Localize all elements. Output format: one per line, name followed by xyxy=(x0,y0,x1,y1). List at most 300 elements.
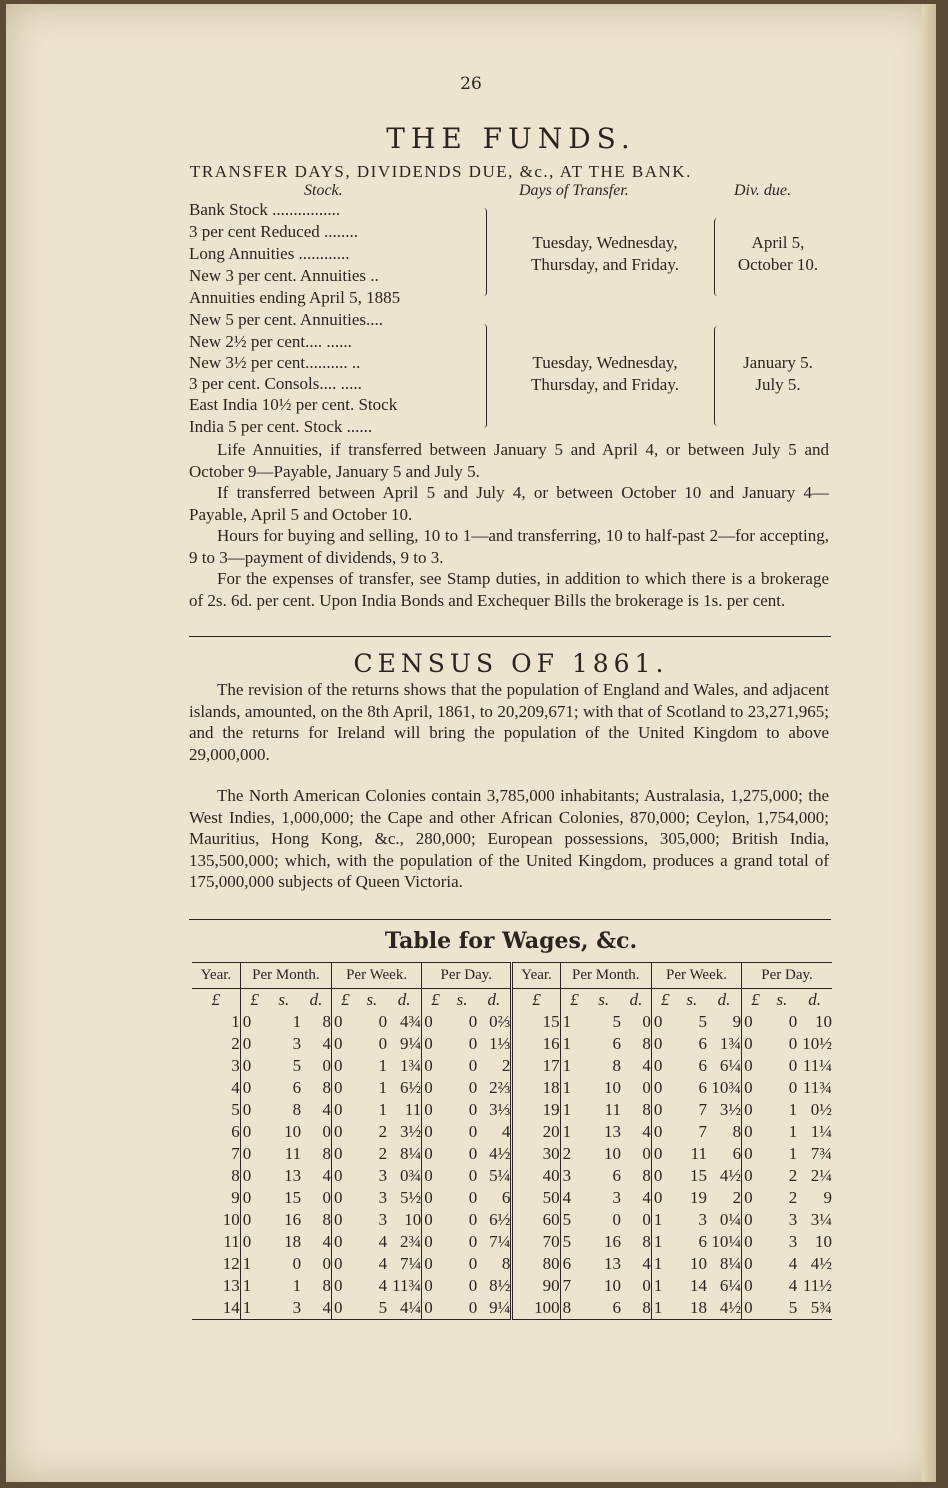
header-per-month: Per Month. xyxy=(240,963,331,989)
table-cell: 9 xyxy=(732,1012,742,1031)
table-cell: 0 xyxy=(332,1033,357,1055)
table-cell: 11 xyxy=(690,1144,707,1163)
table-cell: 0 xyxy=(742,1011,767,1033)
table-cell: 0 xyxy=(642,1144,651,1163)
table-cell: 3 xyxy=(378,1166,388,1185)
table-cell: 11¾ xyxy=(392,1276,422,1295)
table-cell: 10 xyxy=(815,1232,832,1251)
table-cell: 0 xyxy=(240,1165,266,1187)
table-cell: 16 xyxy=(284,1210,302,1229)
table-cell: 0 xyxy=(642,1012,651,1031)
table-cell: 18 xyxy=(677,1297,707,1320)
table-cell: 5 xyxy=(292,1056,302,1075)
unit-label: £ xyxy=(332,989,357,1012)
table-cell: 0¼ xyxy=(719,1210,742,1229)
table-cell: 4 xyxy=(322,1034,331,1053)
table-cell: 6 xyxy=(612,1034,621,1053)
table-cell: 3 xyxy=(266,1297,301,1320)
table-cell: 0 xyxy=(240,1121,266,1143)
table-cell: 15 xyxy=(512,1011,560,1033)
table-cell: 0 xyxy=(322,1056,331,1075)
table-cell: 0 xyxy=(651,1055,676,1077)
table-cell: 7 xyxy=(698,1100,707,1119)
table-cell: 8 xyxy=(292,1100,302,1119)
table-cell: 0 xyxy=(378,1034,388,1053)
table-cell: 0 xyxy=(742,1055,767,1077)
table-cell: 40 xyxy=(512,1165,560,1187)
brace xyxy=(714,326,721,426)
table-cell: 2 xyxy=(378,1122,388,1141)
table-cell: 6¼ xyxy=(719,1276,742,1295)
stock-item: New 3 per cent. Annuities .. xyxy=(189,266,379,285)
table-cell: 10¼ xyxy=(711,1232,742,1251)
table-cell: 0 xyxy=(651,1121,676,1143)
table-cell: 0 xyxy=(378,1012,388,1031)
table-cell: 0 xyxy=(292,1254,302,1273)
table-cell: 30 xyxy=(512,1143,560,1165)
table-cell: 0 xyxy=(651,1099,676,1121)
funds-paragraph: If transferred between April 5 and July 4, or between October 10 and January 4—Payable, April 5 and October 10. xyxy=(189,483,829,524)
table-cell: 15 xyxy=(284,1188,302,1207)
table-cell: 0 xyxy=(422,1187,447,1209)
table-cell: 0 xyxy=(422,1011,447,1033)
table-cell: 8¼ xyxy=(399,1144,422,1163)
table-cell: 4 xyxy=(642,1122,651,1141)
wages-table-title: Table for Wages, &c. xyxy=(384,928,638,954)
table-cell: 8 xyxy=(322,1144,331,1163)
table-cell: 6 xyxy=(586,1297,621,1320)
table-cell: 11 xyxy=(284,1144,302,1163)
table-cell: 11¾ xyxy=(802,1078,832,1097)
table-cell: 3½ xyxy=(719,1100,742,1119)
table-cell: 0 xyxy=(742,1121,767,1143)
unit-label: d. xyxy=(629,990,643,1009)
table-cell: 0 xyxy=(422,1231,447,1253)
table-cell: 6 xyxy=(698,1056,707,1075)
stock-item: Annuities ending April 5, 1885 xyxy=(189,288,401,307)
table-cell: 0 xyxy=(422,1253,447,1275)
table-cell: 0 xyxy=(422,1121,447,1143)
table-cell: 5 xyxy=(357,1297,387,1320)
table-cell: 7¾ xyxy=(810,1144,832,1163)
table-cell: 4¾ xyxy=(399,1012,422,1031)
table-cell: 3 xyxy=(788,1232,798,1251)
table-cell: 0 xyxy=(240,1055,266,1077)
unit-label: d. xyxy=(717,990,731,1009)
table-cell: 4 xyxy=(231,1078,240,1097)
table-cell: 1¾ xyxy=(399,1056,422,1075)
table-cell: 10¾ xyxy=(711,1078,742,1097)
table-cell: 1 xyxy=(788,1144,798,1163)
table-cell: 5 xyxy=(698,1012,707,1031)
unit-label: s. xyxy=(456,990,468,1009)
table-cell: 0 xyxy=(742,1297,767,1320)
table-cell: 0 xyxy=(240,1099,266,1121)
header-year: Year. xyxy=(512,963,560,989)
wages-table xyxy=(192,962,832,1320)
table-cell: 0 xyxy=(788,1078,798,1097)
table-cell: 0 xyxy=(468,1012,478,1031)
table-cell: 14 xyxy=(690,1276,707,1295)
table-cell: 8 xyxy=(231,1166,240,1185)
table-cell: 0 xyxy=(742,1275,767,1297)
unit-label: d. xyxy=(808,990,821,1009)
table-cell: 4 xyxy=(788,1276,798,1295)
table-cell: 0⅔ xyxy=(489,1012,511,1031)
table-cell: 3 xyxy=(231,1056,240,1075)
table-cell: 11¼ xyxy=(802,1056,832,1075)
table-cell: 14 xyxy=(192,1297,240,1320)
table-cell: 13 xyxy=(284,1166,302,1185)
table-cell: 4 xyxy=(378,1276,388,1295)
table-cell: 10 xyxy=(404,1210,422,1229)
funds-paragraph: Hours for buying and selling, 10 to 1—and transferring, 10 to half-past 2—for accepting, 9 to 3—payment of dividends, 9 to 3. xyxy=(189,526,829,567)
unit-label: s. xyxy=(776,990,788,1009)
table-cell: 0 xyxy=(468,1188,478,1207)
table-cell: 6 xyxy=(231,1122,240,1141)
table-cell: 0 xyxy=(240,1011,266,1033)
table-cell: 16 xyxy=(512,1033,560,1055)
header-per-week: Per Week. xyxy=(651,963,741,989)
table-cell: 10 xyxy=(222,1210,240,1229)
table-cell: 0 xyxy=(332,1209,357,1231)
page-edge xyxy=(922,4,936,1482)
table-cell: 0 xyxy=(468,1056,478,1075)
funds-paragraph: Life Annuities, if transferred between January 5 and April 4, or between July 5 and October 9—Payable, January 5 and July 5. xyxy=(189,440,829,481)
table-cell: 6¼ xyxy=(719,1056,742,1075)
table-cell: 1 xyxy=(560,1099,586,1121)
table-cell: 2⅔ xyxy=(489,1078,511,1097)
section-divider xyxy=(189,636,831,637)
table-cell: 10 xyxy=(603,1078,621,1097)
table-cell: 60 xyxy=(512,1209,560,1231)
table-cell: 4 xyxy=(642,1188,651,1207)
table-cell: 0 xyxy=(240,1033,266,1055)
table-cell: 2 xyxy=(501,1056,511,1075)
table-cell: 8 xyxy=(501,1254,511,1273)
table-cell: 0 xyxy=(422,1165,447,1187)
table-row xyxy=(192,1187,832,1209)
table-cell: 5 xyxy=(560,1231,586,1253)
table-cell: 0 xyxy=(422,1297,447,1320)
table-cell: 8½ xyxy=(489,1276,511,1295)
table-cell: 1 xyxy=(788,1100,798,1119)
table-cell: 0 xyxy=(788,1034,798,1053)
table-cell: 2¾ xyxy=(399,1232,422,1251)
table-row xyxy=(192,1077,832,1099)
units-row xyxy=(192,989,832,1012)
table-cell: 9 xyxy=(823,1188,832,1207)
table-cell: 10 xyxy=(284,1122,302,1141)
table-cell: 1 xyxy=(378,1100,388,1119)
table-cell: 6 xyxy=(612,1166,621,1185)
table-cell: 1 xyxy=(560,1011,586,1033)
table-cell: 50 xyxy=(512,1187,560,1209)
table-cell: 8 xyxy=(732,1122,742,1141)
table-cell: 1 xyxy=(651,1209,676,1231)
table-cell: 1 xyxy=(651,1253,676,1275)
table-cell: 0 xyxy=(332,1077,357,1099)
table-cell: 0 xyxy=(651,1033,676,1055)
table-cell: 9 xyxy=(231,1188,240,1207)
table-cell: 1 xyxy=(231,1012,240,1031)
table-cell: 0 xyxy=(651,1165,676,1187)
table-cell: 8 xyxy=(621,1297,651,1320)
table-cell: 6 xyxy=(560,1253,586,1275)
table-cell: 0 xyxy=(651,1187,676,1209)
table-cell: 0 xyxy=(422,1143,447,1165)
table-cell: 10 xyxy=(603,1276,621,1295)
table-cell: 8 xyxy=(642,1100,651,1119)
table-cell: 1 xyxy=(378,1056,388,1075)
table-cell: 4¼ xyxy=(387,1297,422,1320)
funds-title: THE FUNDS. xyxy=(386,122,636,155)
header-per-day: Per Day. xyxy=(422,963,512,989)
table-cell: 0 xyxy=(422,1275,447,1297)
table-cell: 6 xyxy=(732,1144,742,1163)
unit-label: £ xyxy=(742,989,767,1012)
table-row xyxy=(192,1275,832,1297)
stock-item: Long Annuities ............ xyxy=(189,244,350,263)
table-cell: 0 xyxy=(468,1122,478,1141)
table-cell: 3 xyxy=(378,1188,388,1207)
table-cell: 18 xyxy=(284,1232,302,1251)
table-cell: 4½ xyxy=(489,1144,511,1163)
table-cell: 0 xyxy=(322,1254,331,1273)
table-cell: 4 xyxy=(501,1122,511,1141)
table-cell: 0 xyxy=(332,1143,357,1165)
table-cell: 0 xyxy=(332,1121,357,1143)
table-cell: 4 xyxy=(322,1166,331,1185)
table-cell: 0 xyxy=(788,1012,798,1031)
table-cell: 90 xyxy=(512,1275,560,1297)
table-cell: 1 xyxy=(651,1275,676,1297)
table-cell: 2 xyxy=(732,1188,742,1207)
table-cell: 3 xyxy=(378,1210,388,1229)
table-cell: 2 xyxy=(788,1166,798,1185)
census-paragraph: The revision of the returns shows that the population of England and Wales, and adjacent islands, amounted, on the 8th April, 1861, to 20,209,671; with that of Scotland to 23,271,965; and the returns for Ireland will bring the population of the United Kingdom to above 29,000,000. xyxy=(189,680,829,764)
table-cell: 3 xyxy=(612,1188,621,1207)
table-cell: 0 xyxy=(422,1099,447,1121)
table-cell: 4½ xyxy=(810,1254,832,1273)
table-cell: 1 xyxy=(651,1231,676,1253)
unit-label: £ xyxy=(422,989,447,1012)
table-cell: 0 xyxy=(651,1011,676,1033)
unit-label: £ xyxy=(240,989,266,1012)
table-cell: 0 xyxy=(742,1165,767,1187)
table-cell: 80 xyxy=(512,1253,560,1275)
brace xyxy=(480,324,487,428)
table-cell: 4 xyxy=(642,1056,651,1075)
table-cell: 0 xyxy=(240,1187,266,1209)
stock-item: 3 per cent Reduced ........ xyxy=(189,222,358,241)
table-cell: 0 xyxy=(612,1210,621,1229)
table-cell: 5¾ xyxy=(797,1297,832,1320)
table-cell: 19 xyxy=(512,1099,560,1121)
table-row xyxy=(192,1121,832,1143)
unit-label: d. xyxy=(397,990,411,1009)
table-cell: 11 xyxy=(404,1100,422,1119)
table-cell: 4 xyxy=(322,1100,331,1119)
table-cell: 0 xyxy=(468,1254,478,1273)
table-cell: 6½ xyxy=(489,1210,511,1229)
table-cell: 0 xyxy=(240,1209,266,1231)
table-cell: 0 xyxy=(742,1231,767,1253)
table-row xyxy=(192,1297,832,1320)
table-cell: 4 xyxy=(560,1187,586,1209)
unit-label: £ xyxy=(560,989,586,1012)
table-cell: 8 xyxy=(560,1297,586,1320)
stock-item: New 3½ per cent.......... .. xyxy=(189,353,361,372)
table-cell: 1¾ xyxy=(719,1034,742,1053)
table-cell: 0 xyxy=(332,1011,357,1033)
table-cell: 8 xyxy=(642,1232,651,1251)
unit-label: d. xyxy=(487,990,501,1009)
table-cell: 9¼ xyxy=(477,1297,512,1320)
table-cell: 6 xyxy=(292,1078,302,1097)
table-cell: 1 xyxy=(292,1276,302,1295)
table-cell: 10 xyxy=(815,1012,832,1031)
stock-item: India 5 per cent. Stock ...... xyxy=(189,417,373,436)
table-cell: 1⅓ xyxy=(489,1034,511,1053)
table-cell: 10 xyxy=(603,1144,621,1163)
table-cell: 7¼ xyxy=(399,1254,422,1273)
table-cell: 4 xyxy=(642,1254,651,1273)
table-cell: 0 xyxy=(422,1209,447,1231)
table-cell: 1 xyxy=(560,1055,586,1077)
table-cell: 3¼ xyxy=(810,1210,832,1229)
table-cell: 0 xyxy=(642,1078,651,1097)
col-head-stock: Stock. xyxy=(304,182,343,199)
table-cell: 0 xyxy=(240,1077,266,1099)
table-cell: 3⅓ xyxy=(489,1100,511,1119)
table-cell: 4 xyxy=(378,1232,388,1251)
table-cell: 0 xyxy=(332,1165,357,1187)
transfer-days-2: Tuesday, Wednesday, Thursday, and Friday. xyxy=(531,353,679,394)
table-cell: 0 xyxy=(332,1253,357,1275)
stock-item: East India 10½ per cent. Stock xyxy=(189,395,398,414)
funds-subtitle: TRANSFER DAYS, DIVIDENDS DUE, &c., AT THE BANK. xyxy=(190,162,692,181)
table-cell: 4 xyxy=(788,1254,798,1273)
table-cell: 8 xyxy=(322,1078,331,1097)
table-cell: 5¼ xyxy=(489,1166,511,1185)
table-cell: 1 xyxy=(788,1122,798,1141)
table-cell: 17 xyxy=(512,1055,560,1077)
page-number: 26 xyxy=(460,74,482,94)
table-cell: 13 xyxy=(603,1254,621,1273)
table-cell: 9¼ xyxy=(399,1034,422,1053)
stock-item: Bank Stock ................ xyxy=(189,200,341,219)
table-cell: 1 xyxy=(240,1253,266,1275)
table-cell: 10 xyxy=(690,1254,707,1273)
table-cell: 1 xyxy=(560,1077,586,1099)
table-cell: 6 xyxy=(698,1078,707,1097)
table-cell: 0 xyxy=(742,1033,767,1055)
unit-label: £ xyxy=(512,989,560,1012)
table-cell: 8 xyxy=(642,1166,651,1185)
table-cell: 0 xyxy=(742,1099,767,1121)
table-cell: 8 xyxy=(642,1034,651,1053)
table-cell: 0 xyxy=(468,1034,478,1053)
table-cell: 18 xyxy=(512,1077,560,1099)
table-cell: 7 xyxy=(560,1275,586,1297)
dividend-due-2: January 5. July 5. xyxy=(743,353,813,394)
table-cell: 5 xyxy=(612,1012,621,1031)
stock-item: 3 per cent. Consols.... ..... xyxy=(189,374,362,393)
table-row xyxy=(192,1253,832,1275)
table-cell: 2 xyxy=(231,1034,240,1053)
table-cell: 0 xyxy=(742,1143,767,1165)
table-cell: 2 xyxy=(788,1188,798,1207)
table-cell: 0¾ xyxy=(399,1166,422,1185)
table-cell: 4½ xyxy=(707,1297,742,1320)
table-cell: 11½ xyxy=(802,1276,832,1295)
unit-label: d. xyxy=(309,990,323,1009)
table-cell: 1 xyxy=(560,1033,586,1055)
table-cell: 0 xyxy=(468,1276,478,1295)
table-cell: 0 xyxy=(332,1231,357,1253)
unit-label: £ xyxy=(651,989,676,1012)
unit-label: s. xyxy=(366,990,378,1009)
table-cell: 3½ xyxy=(399,1122,422,1141)
table-row xyxy=(192,1011,832,1033)
table-cell: 70 xyxy=(512,1231,560,1253)
header-per-week: Per Week. xyxy=(332,963,422,989)
transfer-days-1: Tuesday, Wednesday, Thursday, and Friday. xyxy=(531,233,679,274)
table-cell: 12 xyxy=(222,1254,240,1273)
stock-item: New 2½ per cent.... ...... xyxy=(189,332,352,351)
table-cell: 0 xyxy=(642,1276,651,1295)
table-cell: 0 xyxy=(468,1078,478,1097)
table-cell: 6 xyxy=(501,1188,511,1207)
table-cell: 6½ xyxy=(399,1078,422,1097)
table-cell: 4 xyxy=(301,1297,331,1320)
table-cell: 8 xyxy=(612,1056,621,1075)
table-row xyxy=(192,1033,832,1055)
table-cell: 0 xyxy=(788,1056,798,1075)
table-cell: 0½ xyxy=(810,1100,832,1119)
table-cell: 5 xyxy=(560,1209,586,1231)
table-cell: 0 xyxy=(322,1122,331,1141)
table-cell: 0 xyxy=(651,1143,676,1165)
table-cell: 3 xyxy=(788,1210,798,1229)
table-cell: 2¼ xyxy=(810,1166,832,1185)
table-cell: 0 xyxy=(468,1166,478,1185)
table-cell: 0 xyxy=(742,1077,767,1099)
table-cell: 7 xyxy=(698,1122,707,1141)
table-cell: 0 xyxy=(240,1231,266,1253)
table-cell: 8¼ xyxy=(719,1254,742,1273)
table-cell: 0 xyxy=(332,1099,357,1121)
brace xyxy=(714,218,721,296)
table-row xyxy=(192,1165,832,1187)
table-cell: 19 xyxy=(690,1188,707,1207)
funds-paragraph: For the expenses of transfer, see Stamp duties, in addition to which there is a brokerage of 2s. 6d. per cent. Upon India Bonds and Exchequer Bills the brokerage is 1s. per cent. xyxy=(189,569,829,610)
table-cell: 6 xyxy=(698,1232,707,1251)
col-head-days: Days of Transfer. xyxy=(519,182,629,199)
table-cell: 3 xyxy=(560,1165,586,1187)
table-cell: 20 xyxy=(512,1121,560,1143)
col-head-div: Div. due. xyxy=(734,182,792,199)
table-cell: 2 xyxy=(378,1144,388,1163)
table-cell: 0 xyxy=(332,1297,357,1320)
table-cell: 0 xyxy=(742,1209,767,1231)
table-cell: 100 xyxy=(512,1297,560,1320)
unit-label: s. xyxy=(598,990,610,1009)
table-cell: 0 xyxy=(240,1143,266,1165)
census-title: CENSUS OF 1861. xyxy=(353,649,669,678)
table-cell: 6 xyxy=(698,1034,707,1053)
